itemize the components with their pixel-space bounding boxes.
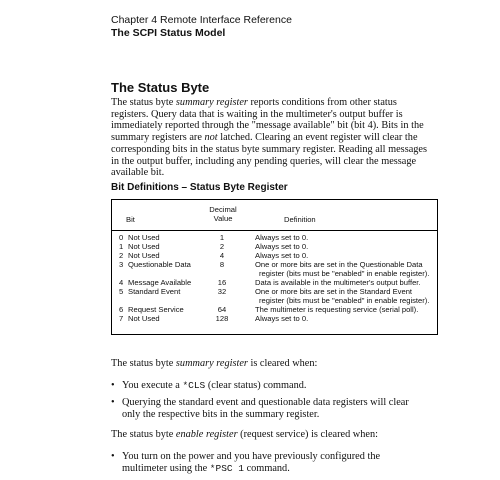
column-header-decimal-line2: Value <box>213 214 233 223</box>
list-item-text: Querying the standard event and questionable data registers will clear only the respective bits in the summary register. <box>122 397 409 420</box>
decimal-value: 8 <box>219 260 225 269</box>
definition-line: One or more bits are set in the Questionable Data <box>255 260 423 269</box>
column-header-bit: Bit <box>126 215 135 224</box>
bullet-icon: • <box>111 397 115 408</box>
definition-line: Always set to 0. <box>255 233 309 242</box>
column-header-decimal-line1: Decimal <box>209 205 237 214</box>
page-title: The Status Byte <box>111 80 210 95</box>
definition-line: Always set to 0. <box>255 251 309 260</box>
decimal-value: 128 <box>215 314 229 323</box>
bullet-icon: • <box>111 451 115 462</box>
bit-name: Not Used <box>128 314 160 323</box>
paragraph-text: (request service) is cleared when: <box>237 429 378 440</box>
decimal-value: 16 <box>217 278 227 287</box>
chapter-header: Chapter 4 Remote Interface Reference <box>111 14 292 26</box>
bit-name: Not Used <box>128 233 160 242</box>
bit-number: 7 <box>119 314 124 323</box>
bit-definition <box>255 305 435 314</box>
paragraph-text: (clear status) command. <box>205 380 307 391</box>
enable-cleared-paragraph <box>111 429 378 440</box>
definition-line: Always set to 0. <box>255 314 309 323</box>
intro-emphasis: summary register <box>175 97 248 108</box>
intro-text: The status byte <box>111 97 176 108</box>
table-title: Bit Definitions – Status Byte Register <box>111 182 288 193</box>
decimal-value: 64 <box>217 305 227 314</box>
paragraph-text: You turn on the power and you have previously configured the multimeter using the <box>122 451 381 474</box>
command-code: *CLS <box>182 380 206 391</box>
bit-number: 4 <box>119 278 124 287</box>
paragraph-text: The status byte <box>111 358 176 369</box>
bit-number: 5 <box>119 287 124 296</box>
summary-cleared-paragraph <box>111 358 317 369</box>
bit-number: 1 <box>119 242 124 251</box>
bit-definitions-table <box>111 199 438 335</box>
section-header: The SCPI Status Model <box>111 27 226 39</box>
column-header-definition: Definition <box>284 215 316 224</box>
paragraph-text: You execute a <box>122 380 183 391</box>
paragraph-emphasis: summary register <box>175 358 248 369</box>
bit-name: Not Used <box>128 242 160 251</box>
intro-text: reports conditions from other status registers. Query data that is waiting in the multimeter's output buffer is immediately reported through the "message available" bit (bit 4). Bits in the summary registers are <box>111 97 424 144</box>
bit-definition <box>255 251 435 260</box>
bit-number: 0 <box>119 233 124 242</box>
decimal-value: 2 <box>219 242 225 251</box>
bit-definition <box>255 314 435 323</box>
bit-name: Request Service <box>128 305 184 314</box>
bit-name: Standard Event <box>128 287 181 296</box>
decimal-value: 32 <box>217 287 227 296</box>
bit-definition <box>255 287 435 305</box>
definition-line: Always set to 0. <box>255 242 309 251</box>
bit-number: 2 <box>119 251 124 260</box>
bit-name: Message Available <box>128 278 192 287</box>
intro-paragraph <box>111 97 436 179</box>
intro-text: latched. Clearing an event register will clear the corresponding bits in the status byte summary register. Reading all messages in the output buffer, including any pending queries, will clear the message available bit. <box>111 132 427 179</box>
bit-number: 6 <box>119 305 124 314</box>
paragraph-text: command. <box>244 462 290 474</box>
bullet-icon: • <box>111 380 115 391</box>
bit-definition <box>255 278 435 287</box>
command-code: *PSC 1 <box>209 462 245 474</box>
paragraph-emphasis: enable register <box>175 429 238 440</box>
paragraph-text: The status byte <box>111 429 176 440</box>
column-header-decimal-value <box>198 205 248 223</box>
definition-line: Data is available in the multimeter's output buffer. <box>255 278 421 287</box>
paragraph-text: is cleared when: <box>247 358 318 369</box>
list-item-text <box>122 380 422 392</box>
definition-line: register (bits must be "enabled" in enable register). <box>259 269 430 279</box>
definition-line: The multimeter is requesting service (serial poll). <box>255 305 419 314</box>
bit-name: Questionable Data <box>128 260 191 269</box>
decimal-value: 1 <box>219 233 225 242</box>
bit-definition <box>255 242 435 251</box>
bit-definition <box>255 233 435 242</box>
definition-line: register (bits must be "enabled" in enable register). <box>259 296 430 306</box>
decimal-value: 4 <box>219 251 225 260</box>
intro-emphasis: not <box>204 132 218 144</box>
table-header-divider <box>112 230 437 231</box>
bit-definition <box>255 260 435 278</box>
list-item-text <box>122 451 422 474</box>
definition-line: One or more bits are set in the Standard Event <box>255 287 413 296</box>
bit-number: 3 <box>119 260 124 269</box>
bit-name: Not Used <box>128 251 160 260</box>
